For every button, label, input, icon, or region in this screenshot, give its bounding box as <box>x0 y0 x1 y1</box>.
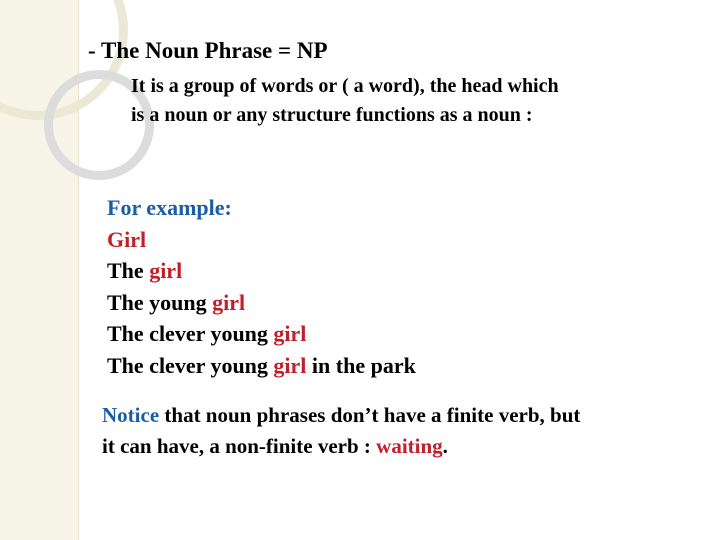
example-prefix: The clever young <box>107 321 274 346</box>
definition-line-1: It is a group of words or ( a word), the head which <box>131 75 559 97</box>
notice-highlight-word: waiting <box>376 434 443 458</box>
examples-heading: For example: <box>107 195 232 220</box>
example-line <box>107 255 416 287</box>
example-prefix: The <box>107 258 150 283</box>
definition-text <box>131 72 559 130</box>
definition-line-2: is a noun or any structure functions as a noun : <box>131 104 533 126</box>
example-suffix: in the park <box>306 352 416 378</box>
example-line <box>107 318 416 350</box>
example-head-noun: girl <box>273 321 307 346</box>
notice-line-1-rest: that noun phrases don’t have a finite verb, but <box>159 403 581 427</box>
notice-line-1 <box>102 400 580 431</box>
example-line <box>107 224 416 256</box>
example-line <box>107 287 416 319</box>
example-prefix: The clever young <box>107 352 274 378</box>
notice-line-2-post: . <box>442 434 448 458</box>
slide-title: - The Noun Phrase = NP <box>88 38 328 63</box>
example-line <box>107 350 416 382</box>
example-prefix: The young <box>107 289 213 315</box>
example-head-noun: girl <box>149 258 183 283</box>
example-head-noun: girl <box>273 352 307 378</box>
notice-text <box>102 400 580 462</box>
notice-line-2 <box>102 431 580 462</box>
notice-keyword: Notice <box>102 403 160 427</box>
examples-block <box>107 192 416 381</box>
example-head-noun: Girl <box>107 226 147 252</box>
example-head-noun: girl <box>212 289 246 315</box>
notice-line-2-pre: it can have, a non-finite verb : <box>102 434 377 458</box>
